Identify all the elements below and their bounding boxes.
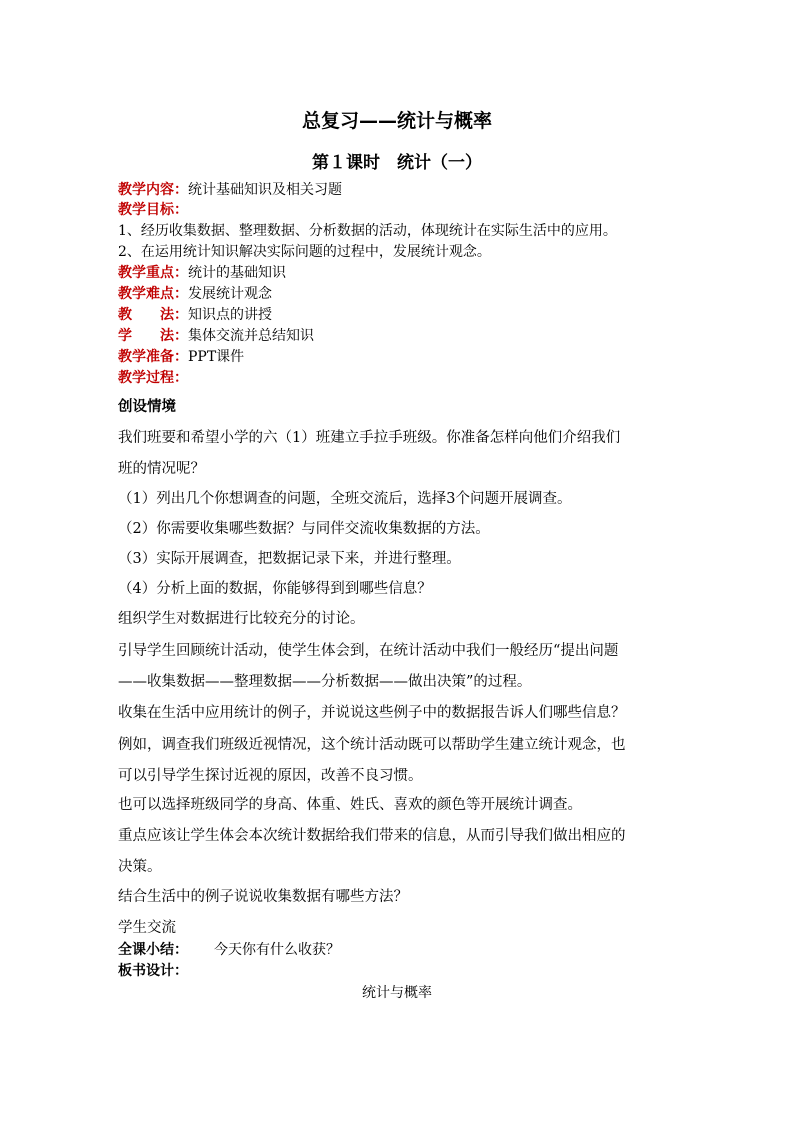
learn-method-value: 集体交流并总结知识: [188, 328, 314, 344]
difficulty-label: 教学难点：: [118, 286, 188, 302]
teach-method-label: 教 法：: [118, 307, 188, 323]
question-4: （4）分析上面的数据，你能够得到到哪些信息？: [118, 581, 432, 597]
learn-method-label: 学 法：: [118, 328, 188, 344]
paragraph-1-cont: 班的情况呢？: [118, 461, 205, 477]
paragraph-1: 我们班要和希望小学的六（1）班建立手拉手班级。你准备怎样向他们介绍我们: [118, 430, 621, 446]
teach-method-row: [118, 306, 272, 324]
lesson-subtitle: 第１课时 统计（一）: [312, 153, 482, 173]
process-row: [118, 369, 188, 387]
content-value: 统计基础知识及相关习题: [188, 182, 342, 198]
paragraph-5-cont: 可以引导学生探讨近视的原因，改善不良习惯。: [118, 768, 423, 784]
question-3: （3）实际开展调查，把数据记录下来，并进行整理。: [118, 551, 461, 567]
teach-method-value: 知识点的讲授: [188, 307, 272, 323]
question-1: （1）列出几个你想调查的问题，全班交流后，选择3个问题开展调查。: [118, 491, 572, 507]
paragraph-6: 也可以选择班级同学的身高、体重、姓氏、喜欢的颜色等开展统计调查。: [118, 797, 582, 813]
page-title: 总复习——统计与概率: [301, 110, 492, 132]
process-label: 教学过程：: [118, 370, 188, 386]
focus-row: [118, 264, 286, 282]
difficulty-row: [118, 285, 272, 303]
paragraph-3: 引导学生回顾统计活动，使学生体会到，在统计活动中我们一般经历“提出问题: [118, 643, 619, 659]
summary-row: [118, 941, 340, 959]
goals-label: 教学目标：: [118, 202, 188, 218]
learn-method-row: [118, 327, 314, 345]
board-title: 统计与概率: [362, 985, 432, 1001]
goals-row: [118, 201, 188, 219]
paragraph-7-cont: 决策。: [118, 859, 162, 875]
prep-row: [118, 348, 244, 366]
summary-value: 今天你有什么收获？: [214, 942, 340, 958]
paragraph-8: 结合生活中的例子说说收集数据有哪些方法？: [118, 889, 408, 905]
section-heading: 创设情境: [118, 399, 176, 415]
paragraph-9: 学生交流: [118, 920, 176, 936]
prep-value: PPT课件: [188, 349, 245, 365]
goal-1: 1、经历收集数据、整理数据、分析数据的活动，体现统计在实际生活中的应用。: [118, 223, 617, 239]
goal-2: 2、在运用统计知识解决实际问题的过程中，发展统计观念。: [118, 244, 491, 260]
board-label: 板书设计：: [118, 963, 188, 979]
paragraph-4: 收集在生活中应用统计的例子，并说说这些例子中的数据报告诉人们哪些信息？: [118, 705, 626, 721]
prep-label: 教学准备：: [118, 349, 188, 365]
paragraph-3-cont: ——收集数据——整理数据——分析数据——做出决策”的过程。: [118, 674, 532, 690]
summary-label: 全课小结：: [118, 942, 188, 958]
focus-label: 教学重点：: [118, 265, 188, 281]
content-row: [118, 181, 342, 199]
paragraph-2: 组织学生对数据进行比较充分的讨论。: [118, 611, 365, 627]
paragraph-7: 重点应该让学生体会本次统计数据给我们带来的信息，从而引导我们做出相应的: [118, 828, 626, 844]
content-label: 教学内容：: [118, 182, 188, 198]
question-2: （2）你需要收集哪些数据？与同伴交流收集数据的方法。: [118, 521, 490, 537]
paragraph-5: 例如，调查我们班级近视情况，这个统计活动既可以帮助学生建立统计观念，也: [118, 737, 626, 753]
difficulty-value: 发展统计观念: [188, 286, 272, 302]
board-row: [118, 962, 188, 980]
focus-value: 统计的基础知识: [188, 265, 286, 281]
